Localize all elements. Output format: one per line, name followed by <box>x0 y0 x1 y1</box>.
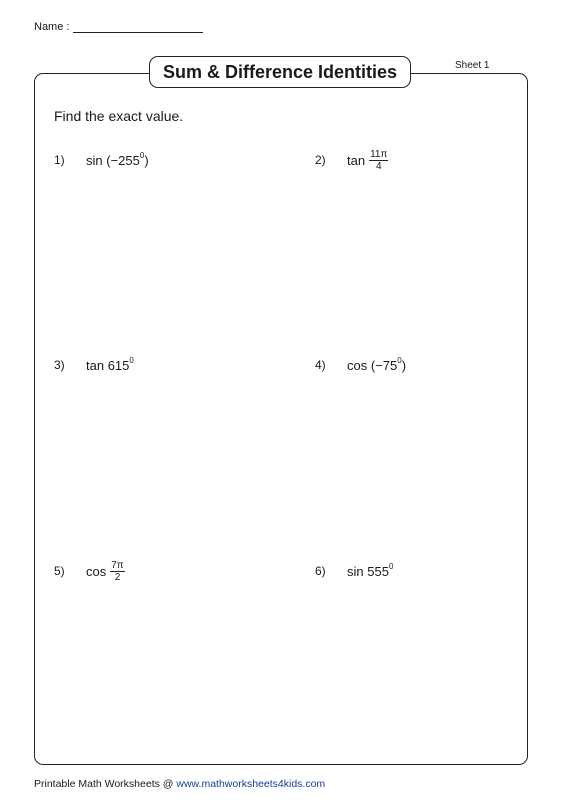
problem-number: 2) <box>315 153 326 167</box>
fraction-denominator: 4 <box>375 160 382 172</box>
problem-number: 4) <box>315 358 326 372</box>
trig-function: sin <box>86 152 103 168</box>
problem-3 <box>54 350 134 380</box>
fraction-denominator: 2 <box>114 571 121 583</box>
worksheet-title <box>149 56 411 88</box>
degree-mark: 0 <box>397 355 402 365</box>
problem-number: 1) <box>54 153 65 167</box>
trig-function: tan <box>347 152 366 168</box>
problem-expression <box>86 150 149 168</box>
angle-value: (−255 <box>106 152 140 168</box>
problem-5 <box>54 556 125 586</box>
degree-mark: 0 <box>139 150 145 160</box>
name-field-row <box>34 20 203 33</box>
angle-value: (−75 <box>370 357 398 373</box>
footer-text: Printable Math Worksheets @ <box>34 778 177 790</box>
closing-paren: ) <box>401 357 407 373</box>
trig-function: tan <box>86 357 105 373</box>
footer-link[interactable]: www.mathworksheets4kids.com <box>176 778 326 790</box>
fraction <box>369 149 388 172</box>
angle-value: 555 <box>367 563 389 579</box>
problem-6 <box>315 556 393 586</box>
problem-expression <box>86 560 125 583</box>
fraction-numerator: 7π <box>111 559 124 571</box>
problem-expression <box>347 149 388 172</box>
trig-function: sin <box>347 563 364 579</box>
closing-paren: ) <box>144 152 149 168</box>
problem-1 <box>54 145 149 175</box>
name-blank-line <box>73 20 203 33</box>
problem-expression <box>86 355 134 373</box>
problem-number: 3) <box>54 358 65 372</box>
worksheet-title-text: Sum & Difference Identities <box>162 61 398 82</box>
instructions: Find the exact value. <box>54 108 184 124</box>
problem-expression <box>347 561 394 579</box>
problem-number: 5) <box>54 564 65 578</box>
trig-function: cos <box>347 357 368 373</box>
name-label: Name : <box>34 21 70 33</box>
worksheet-frame <box>34 73 528 765</box>
problem-2 <box>315 145 388 175</box>
problem-4 <box>315 350 406 380</box>
angle-value: 615 <box>107 357 130 373</box>
fraction <box>110 560 124 583</box>
footer <box>34 778 325 790</box>
sheet-label: Sheet 1 <box>455 60 490 71</box>
trig-function: cos <box>86 563 107 579</box>
problem-expression <box>347 355 407 373</box>
problem-number: 6) <box>315 564 326 578</box>
fraction-numerator: 11π <box>370 148 388 160</box>
degree-mark: 0 <box>388 561 394 571</box>
degree-mark: 0 <box>129 355 134 365</box>
